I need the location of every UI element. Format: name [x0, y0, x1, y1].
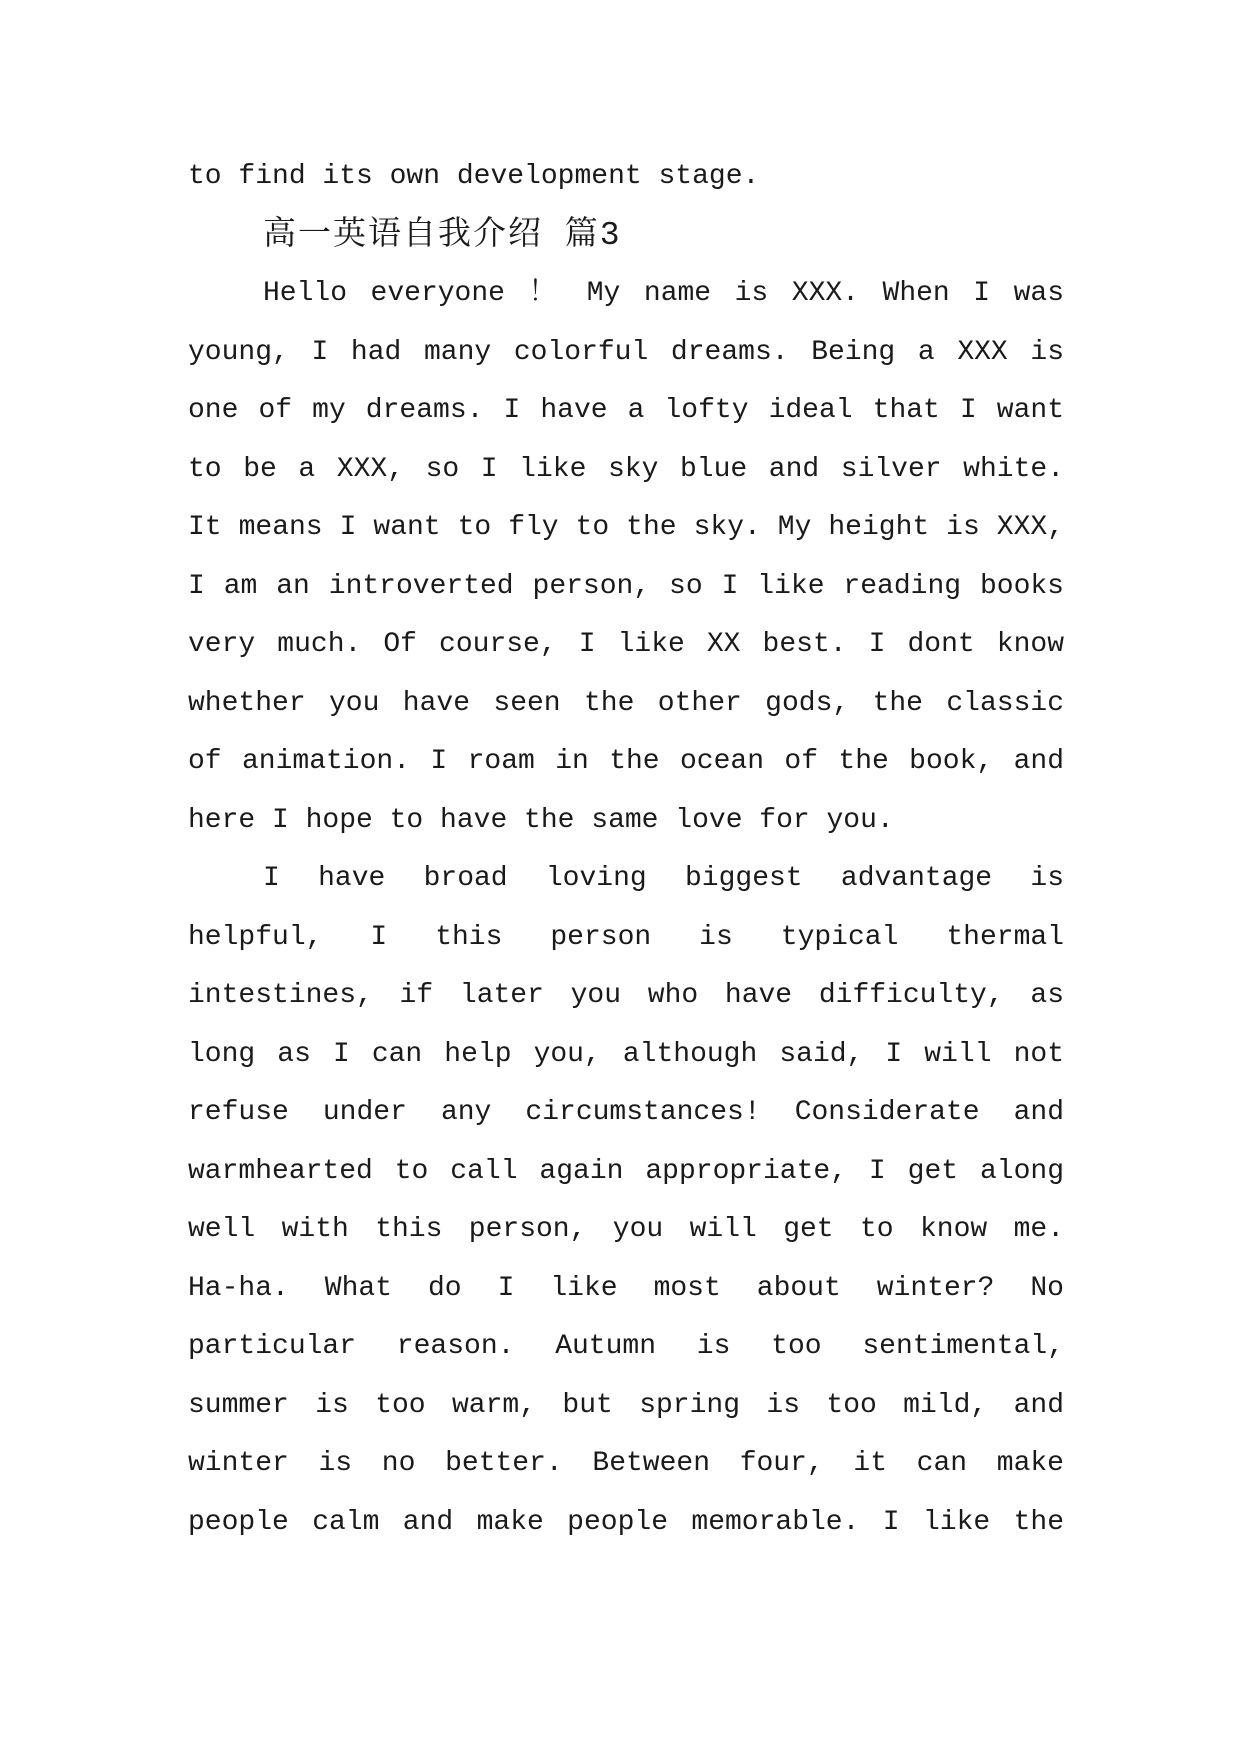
- body-text-line: warmhearted to call again appropriate, I get along: [188, 1155, 1064, 1187]
- body-text-line: to find its own development stage.: [188, 161, 760, 192]
- body-text-line: long as I can help you, although said, I will not: [188, 1038, 1064, 1070]
- body-text-line: helpful, I this person is typical thermal: [188, 921, 1064, 953]
- body-text-line: Ha-ha. What do I like most about winter? No: [188, 1272, 1064, 1304]
- body-text-line: very much. Of course, I like XX best. I dont know: [188, 629, 1064, 660]
- body-text-line: of animation. I roam in the ocean of the book, and: [188, 746, 1064, 777]
- body-text-line: whether you have seen the other gods, the classic: [188, 687, 1064, 719]
- section-heading-line: 高一英语自我介绍 篇3: [263, 216, 622, 254]
- body-text-line: I have broad loving biggest advantage is: [263, 863, 1064, 894]
- body-text-line: Hello everyone ！ My name is XXX. When I was: [263, 278, 1064, 309]
- body-text-line: intestines, if later you who have difficulty, as: [188, 980, 1064, 1011]
- document-text-block: [188, 148, 1064, 1552]
- body-text-line: summer is too warm, but spring is too mild, and: [188, 1389, 1064, 1421]
- body-text-line: winter is no better. Between four, it can make: [188, 1448, 1064, 1479]
- body-text-line: well with this person, you will get to know me.: [188, 1214, 1064, 1245]
- body-text-line: to be a XXX, so I like sky blue and silver white.: [188, 453, 1064, 485]
- body-text-line: particular reason. Autumn is too sentimental,: [188, 1331, 1064, 1362]
- body-text-line: young, I had many colorful dreams. Being a XXX is: [188, 336, 1064, 368]
- body-text-line: refuse under any circumstances! Considerate and: [188, 1097, 1064, 1128]
- body-text-line: here I hope to have the same love for you.: [188, 804, 894, 836]
- body-text-line: I am an introverted person, so I like reading books: [188, 570, 1064, 602]
- body-text-line: people calm and make people memorable. I like the: [188, 1506, 1064, 1538]
- body-text-line: It means I want to fly to the sky. My height is XXX,: [188, 512, 1064, 543]
- body-text-line: one of my dreams. I have a lofty ideal that I want: [188, 395, 1064, 426]
